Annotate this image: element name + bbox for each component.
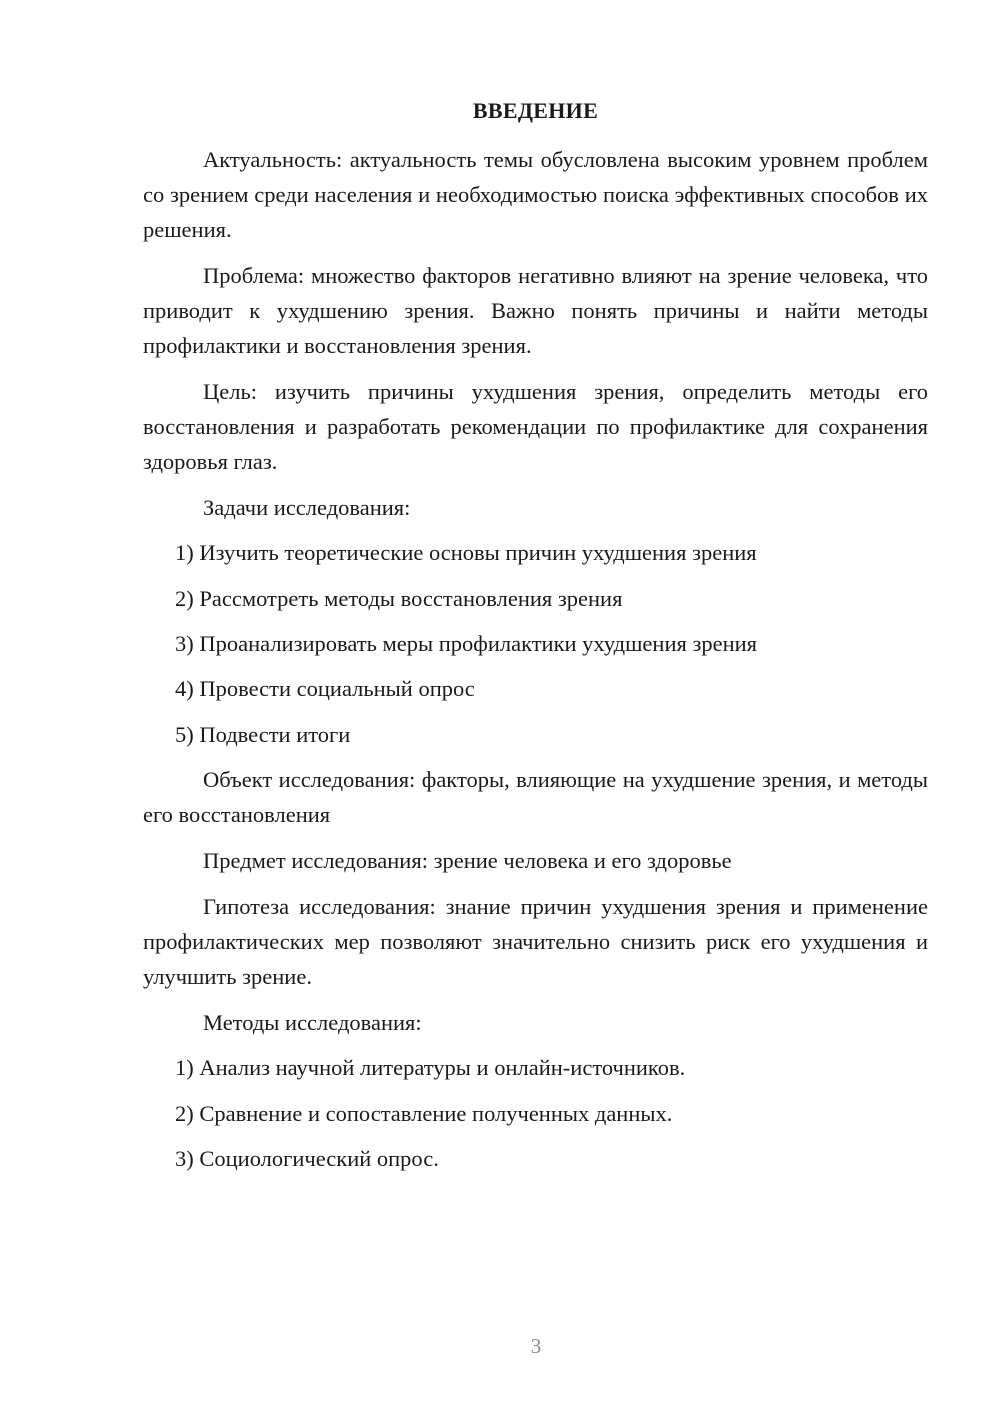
goal-paragraph: Цель: изучить причины ухудшения зрения, определить методы его восстановления и разработать рекомендации по профилактике для сохранения здоровья глаз. — [143, 379, 928, 474]
page-title: ВВЕДЕНИЕ — [472, 98, 599, 123]
task-item: 5) Подвести итоги — [175, 722, 351, 747]
object-paragraph: Объект исследования: факторы, влияющие на ухудшение зрения, и методы его восстановления — [143, 767, 928, 827]
task-item: 1) Изучить теоретические основы причин ухудшения зрения — [175, 540, 757, 565]
method-item: 3) Социологический опрос. — [175, 1146, 439, 1171]
task-item: 3) Проанализировать меры профилактики ухудшения зрения — [175, 631, 758, 656]
problem-paragraph: Проблема: множество факторов негативно влияют на зрение человека, что приводит к ухудшению зрения. Важно понять причины и найти методы профилактики и восстановления зрения. — [143, 263, 928, 358]
hypothesis-paragraph: Гипотеза исследования: знание причин ухудшения зрения и применение профилактических мер позволяют значительно снизить риск его ухудшения и улучшить зрение. — [143, 894, 928, 989]
methods-title: Методы исследования: — [203, 1010, 422, 1035]
page-number: 3 — [530, 1334, 542, 1358]
method-item: 1) Анализ научной литературы и онлайн-источников. — [175, 1055, 686, 1080]
subject-paragraph: Предмет исследования: зрение человека и его здоровье — [203, 848, 732, 873]
method-item: 2) Сравнение и сопоставление полученных данных. — [175, 1101, 673, 1126]
tasks-title: Задачи исследования: — [203, 495, 411, 520]
task-item: 2) Рассмотреть методы восстановления зрения — [175, 586, 623, 611]
relevance-paragraph: Актуальность: актуальность темы обусловлена высоким уровнем проблем со зрением среди населения и необходимостью поиска эффективных способов их решения. — [143, 147, 928, 242]
task-item: 4) Провести социальный опрос — [175, 676, 475, 701]
